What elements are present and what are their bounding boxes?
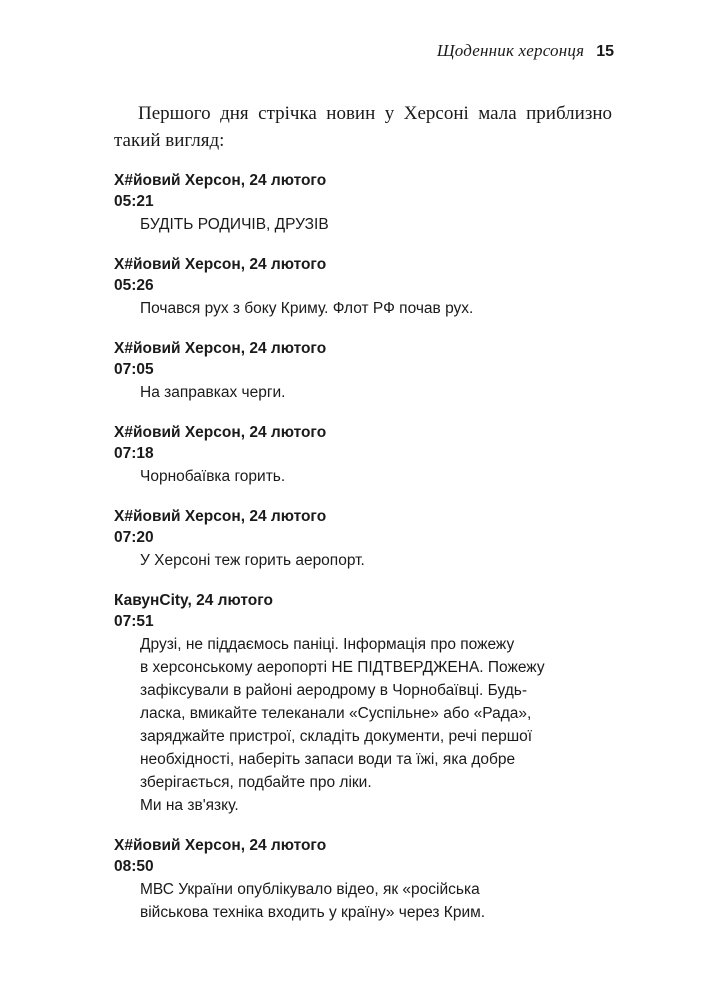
news-post	[114, 254, 612, 320]
post-time: 05:21	[114, 193, 154, 210]
post-text: МВС України опублікувало відео, як «російська військова техніка входить у країну» через Крим.	[140, 881, 486, 921]
post-time: 07:05	[114, 361, 154, 378]
post-time: 05:26	[114, 277, 154, 294]
news-post	[114, 506, 612, 572]
post-source: КавунCity, 24 лютого	[114, 592, 273, 609]
news-post	[114, 835, 612, 924]
post-text: Друзі, не піддаємось паніці. Інформація про пожежу в херсонському аеропорті НЕ ПІДТВЕРДЖЕНА. Пожежу зафіксували в районі аеродрому в Чорнобаївці. Будь- ласка, вмикайте телеканали «Суспільне» або «Рада», заряджайте пристрої, складіть документи, речі першої необхідності, наберіть запаси води та їжі, яка добре зберігається, подбайте про ліки. Ми на зв'язку.	[140, 636, 545, 814]
post-source: Х#йовий Херсон, 24 лютого	[114, 340, 327, 357]
post-source: Х#йовий Херсон, 24 лютого	[114, 424, 327, 441]
post-time: 07:51	[114, 613, 154, 630]
post-source: Х#йовий Херсон, 24 лютого	[114, 256, 327, 273]
post-text: Почався рух з боку Криму. Флот РФ почав рух.	[140, 300, 474, 317]
running-head	[437, 41, 614, 61]
post-source: Х#йовий Херсон, 24 лютого	[114, 508, 327, 525]
post-source: Х#йовий Херсон, 24 лютого	[114, 837, 327, 854]
post-text: На заправках черги.	[140, 384, 286, 401]
post-text: У Херсоні теж горить аеропорт.	[140, 552, 365, 569]
post-source: Х#йовий Херсон, 24 лютого	[114, 172, 327, 189]
intro-paragraph: Першого дня стрічка новин у Херсоні мала приблизно такий вигляд:	[114, 103, 612, 151]
news-post	[114, 422, 612, 488]
post-text: БУДІТЬ РОДИЧІВ, ДРУЗІВ	[140, 216, 329, 233]
news-feed	[114, 170, 612, 942]
news-post	[114, 170, 612, 236]
page-number: 15	[596, 43, 614, 60]
post-time: 07:18	[114, 445, 154, 462]
post-text: Чорнобаївка горить.	[140, 468, 286, 485]
news-post	[114, 590, 612, 817]
post-time: 08:50	[114, 858, 154, 875]
news-post	[114, 338, 612, 404]
post-time: 07:20	[114, 529, 154, 546]
book-title: Щоденник херсонця	[436, 41, 585, 60]
